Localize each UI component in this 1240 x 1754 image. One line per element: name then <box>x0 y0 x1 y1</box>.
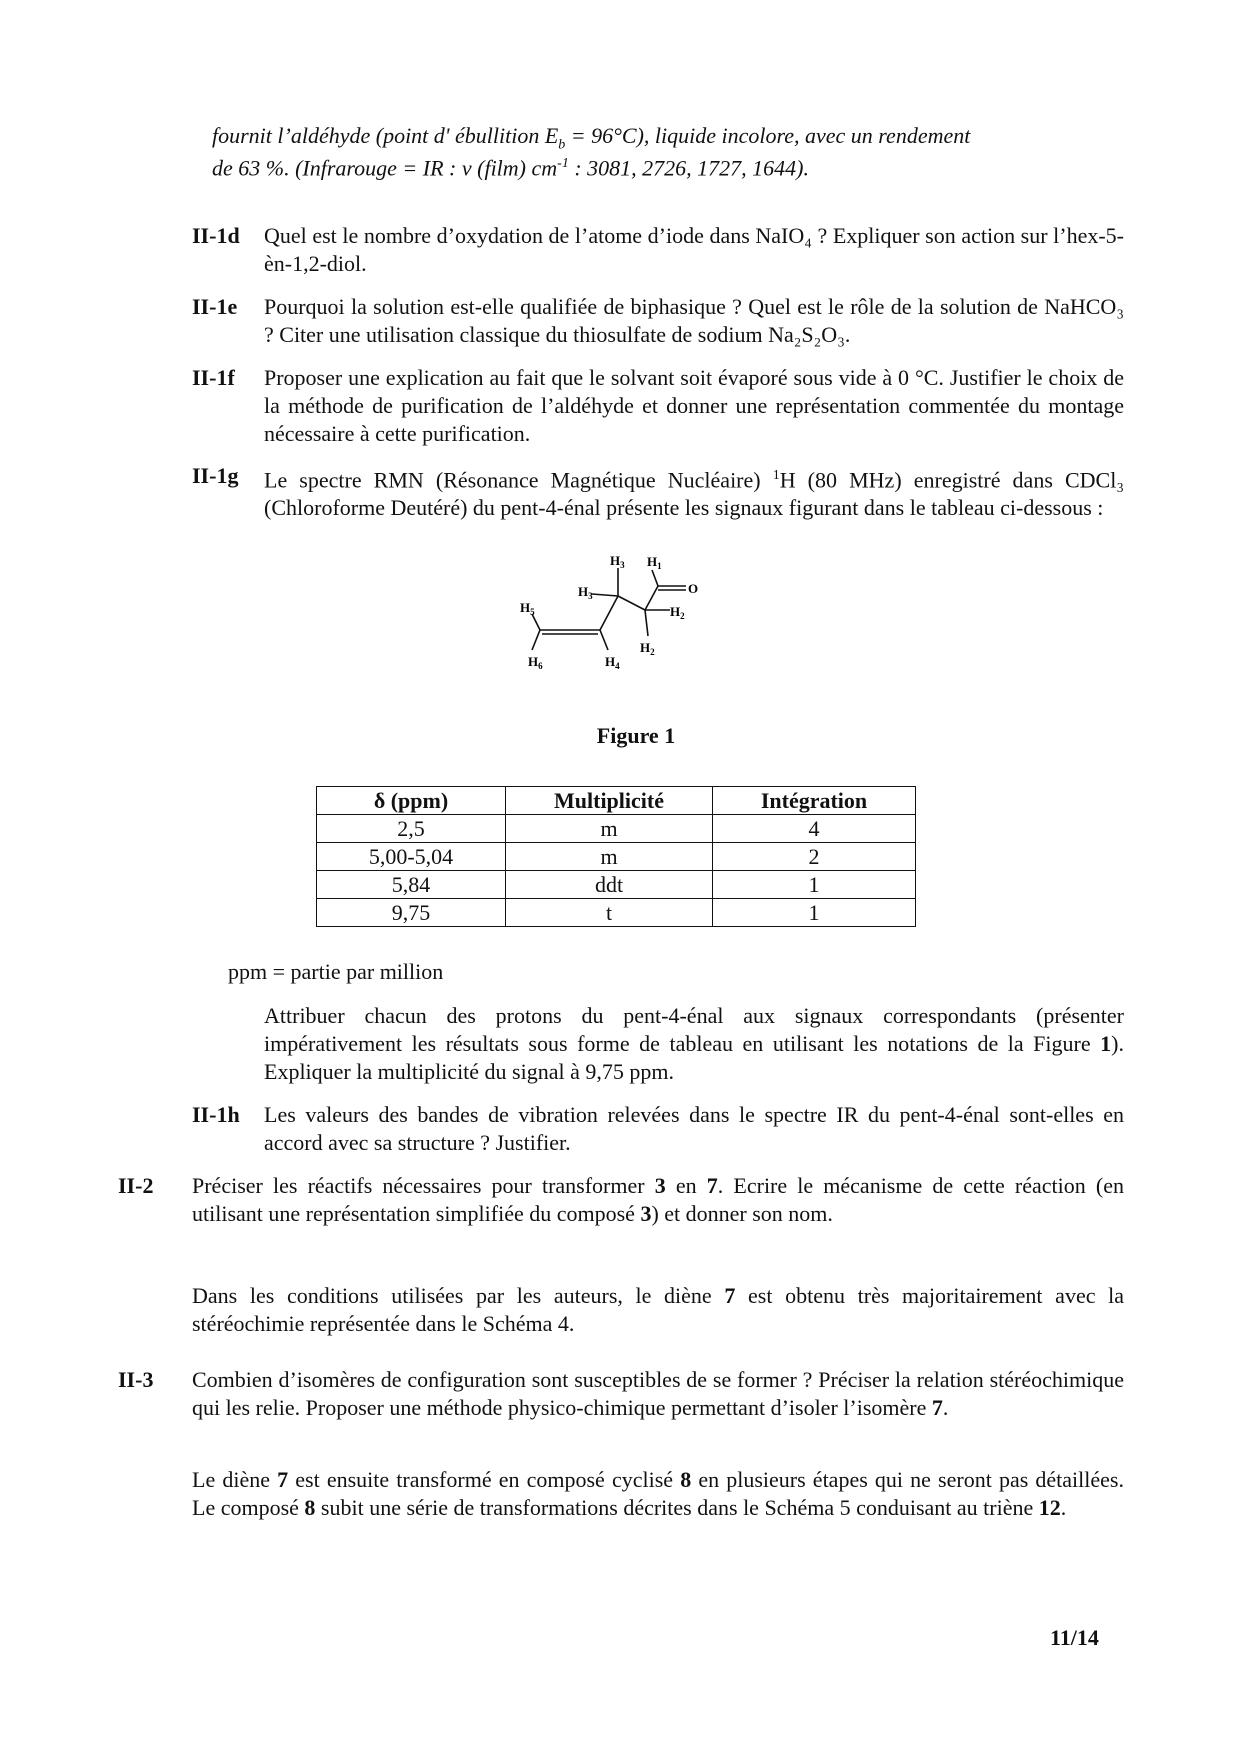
c3-c2-bond <box>618 596 645 610</box>
question-label-ii2: II-2 <box>118 1173 154 1198</box>
label-o: O <box>688 581 699 596</box>
table-cell: 9,75 <box>317 899 506 927</box>
intro-line-1: fournit l’aldéhyde (point d' ébullition $E_b = 96^\circ C$), liquide incolore, avec un rendement <box>212 123 971 153</box>
question-text-ii2: Préciser les réactifs nécessaires pour transformer 3 en 7. Ecrire le mécanisme de cette réaction (en utilisant une représentation simplifiée du composé 3) et donner son nom. <box>192 1173 1125 1226</box>
question-label-ii1h: II-1h <box>192 1102 240 1127</box>
nmr-table <box>316 786 916 927</box>
page-number: 11/14 <box>1050 1625 1099 1650</box>
question-text-ii3: Combien d’isomères de configuration sont susceptibles de se former ? Préciser la relation stéréochimique qui les relie. Proposer une méthode physico-chimique permettant d’isoler l’isomère 7. <box>192 1367 1124 1420</box>
table-cell: m <box>506 843 713 871</box>
c4-h4-bond <box>600 630 608 650</box>
table-cell: 2,5 <box>317 815 506 843</box>
label-h2b: $H_2$ <box>640 640 655 657</box>
label-h4: $H_4$ <box>605 654 620 671</box>
label-h3b: $H_3$ <box>578 584 593 601</box>
question-text-ii1e: Pourquoi la solution est-elle qualifiée de biphasique ? Quel est le rôle de la solution de NaHCO₃ ? Citer une utilisation classique du thiosulfate de sodium Na₂S₂O₃. <box>264 294 1124 347</box>
label-h3a: $H_3$ <box>610 556 625 570</box>
table-row <box>317 871 916 899</box>
table-cell: 4 <box>713 815 916 843</box>
table-cell: 2 <box>713 843 916 871</box>
c4-c3-bond <box>600 596 618 630</box>
column-header: Multiplicité <box>506 787 713 815</box>
question-label-ii1f: II-1f <box>192 365 235 390</box>
table-cell: 5,00-5,04 <box>317 843 506 871</box>
c5-h6-bond <box>532 630 540 650</box>
table-cell: ddt <box>506 871 713 899</box>
pent-4-enal-structure <box>520 556 720 696</box>
table-cell: 1 <box>713 871 916 899</box>
column-header: δ (ppm) <box>317 787 506 815</box>
intro-line-2: de 63 %. (Infrarouge = IR : ν (film) $cm^{-1}$ : 3081, 2726, 1727, 1644). <box>212 155 809 181</box>
table-cell: 1 <box>713 899 916 927</box>
final-paragraph: Le diène 7 est ensuite transformé en composé cyclisé 8 en plusieurs étapes qui ne seront pas détaillées. Le composé 8 subit une série de transformations décrites dans le Schéma 5 conduisant au triène 12. <box>192 1467 1124 1520</box>
table-header-row <box>317 787 916 815</box>
c2-h2b-bond <box>645 610 648 636</box>
table-cell: t <box>506 899 713 927</box>
label-h1: $H_1$ <box>647 556 662 571</box>
table-cell: m <box>506 815 713 843</box>
attribuer-paragraph: Attribuer chacun des protons du pent-4-énal aux signaux correspondants (présenter impérativement les résultats sous forme de tableau en utilisant les notations de la Figure 1). Expliquer la multiplicité du signal à 9,75 ppm. <box>264 1003 1124 1084</box>
question-text-ii1h: Les valeurs des bandes de vibration relevées dans le spectre IR du pent-4-énal sont-elles en accord avec sa structure ? Justifier. <box>264 1102 1124 1155</box>
c1-h1-bond <box>652 570 658 586</box>
question-text-ii1d: Quel est le nombre d’oxydation de l’atome d’iode dans NaIO₄ ? Expliquer son action sur l’hex-5-èn-1,2-diol. <box>264 223 1124 276</box>
c2-c1-bond <box>645 586 658 610</box>
column-header: Intégration <box>713 787 916 815</box>
table-row <box>317 899 916 927</box>
question-label-ii1d: II-1d <box>192 223 240 248</box>
question-label-ii1e: II-1e <box>192 294 238 319</box>
figure-caption: Figure 1 <box>596 723 676 748</box>
label-h6: $H_6$ <box>528 654 543 671</box>
table-cell: 5,84 <box>317 871 506 899</box>
question-label-ii3: II-3 <box>118 1367 154 1392</box>
question-text-ii1g: Le spectre RMN (Résonance Magnétique Nucléaire) $^1$H (80 MHz) enregistré dans CDCl₃ (Chloroforme Deutéré) du pent-4-énal présente les signaux figurant dans le tableau ci-dessous : <box>264 467 1124 521</box>
label-h5: $H_5$ <box>520 600 535 617</box>
table-row <box>317 815 916 843</box>
conditions-paragraph: Dans les conditions utilisées par les auteurs, le diène 7 est obtenu très majoritairement avec la stéréochimie représentée dans le Schéma 4. <box>192 1283 1125 1336</box>
question-text-ii1f: Proposer une explication au fait que le solvant soit évaporé sous vide à 0 °C. Justifier le choix de la méthode de purification de l’aldéhyde et donner une représentation commentée du montage nécessaire à cette purification. <box>264 365 1124 446</box>
question-label-ii1g: II-1g <box>192 463 239 488</box>
table-row <box>317 843 916 871</box>
label-h2a: $H_2$ <box>670 604 685 621</box>
ppm-note: ppm = partie par million <box>228 959 444 984</box>
c3-h3b-bond <box>592 594 618 596</box>
